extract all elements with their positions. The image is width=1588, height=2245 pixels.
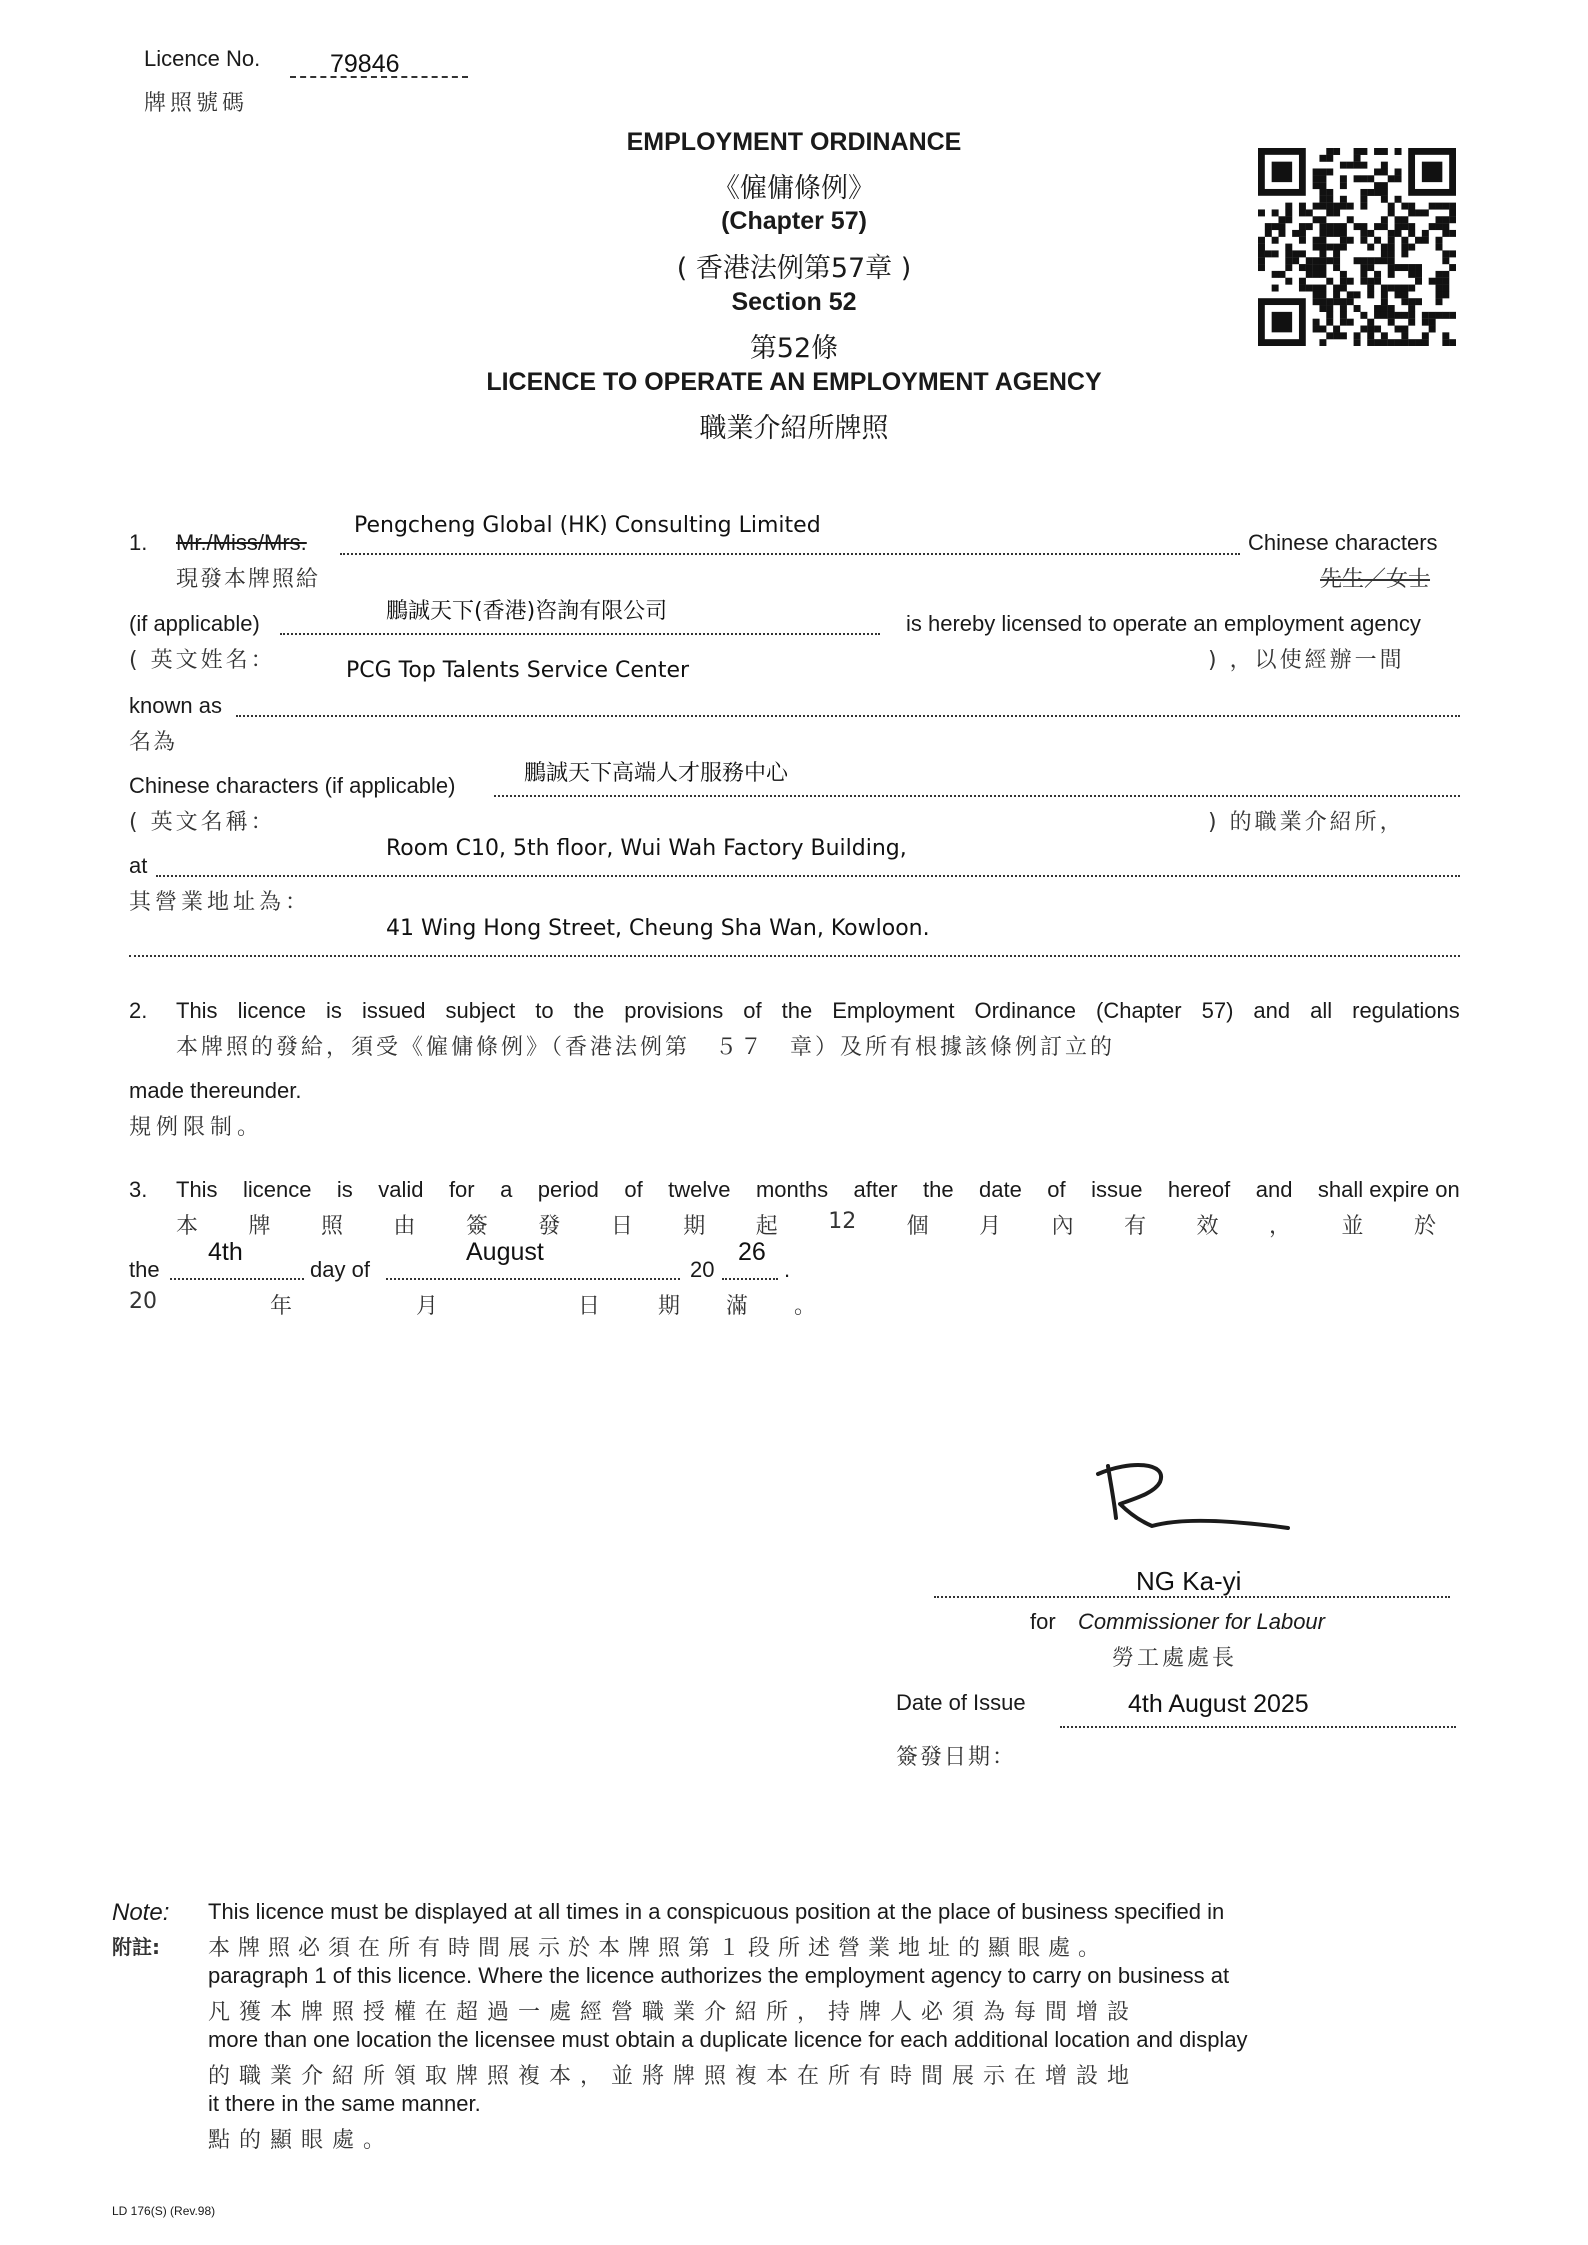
item2-word: subject bbox=[445, 998, 516, 1023]
salutation-zh-struck: 先生／女士 bbox=[1320, 567, 1431, 592]
item3-word: hereof bbox=[1167, 1177, 1231, 1202]
item3-char-zh: 由 bbox=[393, 1214, 416, 1239]
for-label: for bbox=[1030, 1609, 1056, 1634]
note-label-zh: 附註: bbox=[112, 1935, 160, 1959]
item2-word: This bbox=[176, 998, 218, 1023]
note-line-1-zh: 本牌照必須在所有時間展示於本牌照第１段所述營業地址的顯眼處。 bbox=[208, 1936, 1109, 1961]
item3-word: date bbox=[979, 1177, 1022, 1202]
item3-char-zh: 12 bbox=[828, 1209, 857, 1234]
operate-zh: ) ，以使經辦一間 bbox=[1208, 648, 1405, 673]
item2-text-en bbox=[176, 998, 1460, 1024]
licensed-text: is hereby licensed to operate an employment agency bbox=[906, 611, 1421, 636]
licence-title-en: LICENCE TO OPERATE AN EMPLOYMENT AGENCY bbox=[486, 368, 1102, 396]
year-dots bbox=[722, 1278, 778, 1280]
ordinance-title-zh: 《僱傭條例》 bbox=[713, 173, 875, 204]
item3-char-zh: 有 bbox=[1124, 1214, 1147, 1239]
item3-char-zh: 效 bbox=[1196, 1214, 1219, 1239]
named-zh: 名為 bbox=[129, 730, 178, 755]
item3-number: 3. bbox=[129, 1177, 148, 1202]
licensee-name-dots bbox=[340, 553, 1240, 555]
signatory-title-en: Commissioner for Labour bbox=[1078, 1609, 1325, 1634]
item3-word: months bbox=[755, 1177, 829, 1202]
signature-image bbox=[1090, 1460, 1300, 1540]
signatory-title-zh: 勞工處處長 bbox=[1112, 1646, 1238, 1671]
agency-name-zh: 鵬誠天下高端人才服務中心 bbox=[524, 761, 789, 786]
agency-name-en: PCG Top Talents Service Center bbox=[346, 658, 690, 683]
note-line-4: it there in the same manner. bbox=[208, 2091, 481, 2116]
item3-char-zh: 起 bbox=[755, 1214, 778, 1239]
item3-char-zh: 並 bbox=[1341, 1214, 1364, 1239]
english-name-zh-label: ( 英文姓名： bbox=[129, 648, 276, 673]
licence-no-value: 79846 bbox=[330, 50, 400, 78]
agency-name-dots bbox=[236, 715, 1460, 717]
section-zh: 第52條 bbox=[749, 333, 839, 364]
licence-no-label-zh: 牌照號碼 bbox=[144, 91, 249, 116]
item2-word: the bbox=[573, 998, 605, 1023]
item3-char-zh: 日 bbox=[610, 1214, 633, 1239]
item1-number: 1. bbox=[129, 530, 148, 555]
zh-date-year: 年 bbox=[270, 1294, 293, 1319]
licensee-name-en: Pengcheng Global (HK) Consulting Limited bbox=[354, 513, 821, 538]
item3-char-zh: 月 bbox=[979, 1214, 1002, 1239]
item3-word: licence bbox=[243, 1177, 312, 1202]
item2-word: 57) bbox=[1201, 998, 1234, 1023]
item3-word: valid bbox=[378, 1177, 424, 1202]
salutation-struck: Mr./Miss/Mrs. bbox=[176, 530, 307, 555]
note-line-2-zh: 凡獲本牌照授權在超過一處經營職業介紹所，持牌人必須為每間增設 bbox=[208, 2000, 1139, 2025]
licence-title-zh: 職業介紹所牌照 bbox=[699, 413, 889, 444]
item2-line2-zh: 規例限制。 bbox=[129, 1115, 265, 1140]
at-label: at bbox=[129, 853, 148, 878]
item3-word: after bbox=[853, 1177, 898, 1202]
expiry-month-value: August bbox=[466, 1238, 544, 1266]
agency-name-zh-dots bbox=[494, 795, 1460, 797]
item2-word: to bbox=[535, 998, 554, 1023]
item2-word: the bbox=[781, 998, 813, 1023]
issue-to-zh: 現發本牌照給 bbox=[176, 567, 321, 592]
item2-word: Ordinance bbox=[974, 998, 1076, 1023]
zh-date-full: 滿 bbox=[726, 1294, 749, 1319]
year-prefix: 20 bbox=[690, 1257, 715, 1282]
item2-word: of bbox=[743, 998, 762, 1023]
chinese-characters-label: Chinese characters bbox=[1248, 530, 1438, 555]
signature-dots bbox=[934, 1596, 1450, 1598]
chinese-characters-if-label: Chinese characters (if applicable) bbox=[129, 773, 456, 798]
licensee-name-zh: 鵬誠天下(香港)咨詢有限公司 bbox=[386, 599, 668, 624]
item2-line2-en: made thereunder. bbox=[129, 1078, 302, 1103]
item2-word: issued bbox=[361, 998, 426, 1023]
item3-word: for bbox=[448, 1177, 475, 1202]
item2-word: licence bbox=[237, 998, 307, 1023]
item3-word: the bbox=[923, 1177, 954, 1202]
item3-text-en bbox=[176, 1177, 1460, 1203]
item2-word: regulations bbox=[1352, 998, 1460, 1023]
zh-date-20: 20 bbox=[129, 1289, 157, 1314]
item3-char-zh: 個 bbox=[906, 1214, 929, 1239]
item3-word: This bbox=[176, 1177, 218, 1202]
date-of-issue-label-zh: 簽發日期： bbox=[896, 1745, 1017, 1770]
item3-char-zh: ， bbox=[1269, 1214, 1292, 1239]
expiry-day-value: 4th bbox=[208, 1238, 243, 1266]
item3-word: period bbox=[537, 1177, 599, 1202]
item2-word: (Chapter bbox=[1096, 998, 1182, 1023]
item3-word: and bbox=[1255, 1177, 1293, 1202]
signatory-name: NG Ka-yi bbox=[1136, 1566, 1242, 1596]
item3-char-zh: 簽 bbox=[465, 1214, 488, 1239]
month-dots bbox=[386, 1278, 680, 1280]
chapter-zh: ( 香港法例第57章 ) bbox=[676, 253, 912, 284]
item3-char-zh: 期 bbox=[683, 1214, 706, 1239]
licence-no-underline bbox=[290, 76, 468, 78]
licensee-name-zh-dots bbox=[280, 633, 880, 635]
ordinance-title-en: EMPLOYMENT ORDINANCE bbox=[626, 128, 962, 156]
address-line-2-dots bbox=[129, 955, 1460, 957]
address-line-2: 41 Wing Hong Street, Cheung Sha Wan, Kowloon. bbox=[386, 916, 930, 941]
licence-no-label: Licence No. bbox=[144, 46, 261, 71]
item3-word: of bbox=[624, 1177, 643, 1202]
chapter-en: (Chapter 57) bbox=[721, 207, 867, 235]
note-line-1: This licence must be displayed at all times in a conspicuous position at the place of business specified in bbox=[208, 1899, 1225, 1924]
item2-word: all bbox=[1310, 998, 1333, 1023]
zh-date-day: 日 bbox=[578, 1294, 601, 1319]
if-applicable-label: (if applicable) bbox=[129, 611, 260, 636]
item3-word: twelve bbox=[668, 1177, 731, 1202]
item3-word: of bbox=[1047, 1177, 1066, 1202]
item2-word: and bbox=[1253, 998, 1291, 1023]
the-label: the bbox=[129, 1257, 160, 1282]
address-line-1: Room C10, 5th floor, Wui Wah Factory Building, bbox=[386, 836, 907, 861]
date-of-issue-dots bbox=[1060, 1726, 1456, 1728]
date-of-issue-value: 4th August 2025 bbox=[1128, 1690, 1309, 1718]
section-en: Section 52 bbox=[731, 288, 857, 316]
note-line-4-zh: 點的顯眼處。 bbox=[208, 2128, 395, 2153]
item3-char-zh: 本 bbox=[176, 1214, 199, 1239]
item3-word: is bbox=[336, 1177, 353, 1202]
known-as-label: known as bbox=[129, 693, 222, 718]
period: . bbox=[784, 1257, 791, 1282]
item3-char-zh: 發 bbox=[538, 1214, 561, 1239]
expiry-year-value: 26 bbox=[738, 1238, 766, 1266]
zh-date-month: 月 bbox=[416, 1294, 439, 1319]
note-line-3: more than one location the licensee must obtain a duplicate licence for each additional location and display bbox=[208, 2027, 1248, 2052]
item3-char-zh: 於 bbox=[1413, 1214, 1436, 1239]
item2-text-zh: 本牌照的發給，須受《僱傭條例》（香港法例第 ５７ 章）及所有根據該條例訂立的 bbox=[176, 1035, 1116, 1060]
day-of-label: day of bbox=[310, 1257, 370, 1282]
address-zh-label: 其營業地址為： bbox=[129, 890, 312, 915]
item2-word: provisions bbox=[624, 998, 724, 1023]
date-of-issue-label: Date of Issue bbox=[896, 1690, 1026, 1715]
item3-char-zh: 照 bbox=[320, 1214, 343, 1239]
form-code: LD 176(S) (Rev.98) bbox=[112, 2204, 216, 2218]
item3-word: shall expire on bbox=[1317, 1177, 1460, 1202]
item3-char-zh: 牌 bbox=[248, 1214, 271, 1239]
note-label: Note: bbox=[112, 1899, 170, 1926]
day-dots bbox=[170, 1278, 304, 1280]
address-line-1-dots bbox=[156, 875, 1460, 877]
item2-number: 2. bbox=[129, 998, 148, 1023]
item2-word: Employment bbox=[832, 998, 955, 1023]
zh-date-stop: 。 bbox=[794, 1294, 817, 1319]
note-line-2: paragraph 1 of this licence. Where the licence authorizes the employment agency to carry on business at bbox=[208, 1963, 1230, 1988]
item3-text-zh bbox=[176, 1209, 1436, 1240]
note-line-3-zh: 的職業介紹所領取牌照複本，並將牌照複本在所有時間展示在增設地 bbox=[208, 2064, 1139, 2089]
zh-date-period: 期 bbox=[658, 1294, 681, 1319]
item3-word: a bbox=[500, 1177, 513, 1202]
english-title-zh-label: ( 英文名稱： bbox=[129, 810, 276, 835]
agency-zh: ) 的職業介紹所， bbox=[1208, 810, 1405, 835]
item3-word: issue bbox=[1091, 1177, 1143, 1202]
item2-word: is bbox=[326, 998, 342, 1023]
item3-char-zh: 內 bbox=[1051, 1214, 1074, 1239]
